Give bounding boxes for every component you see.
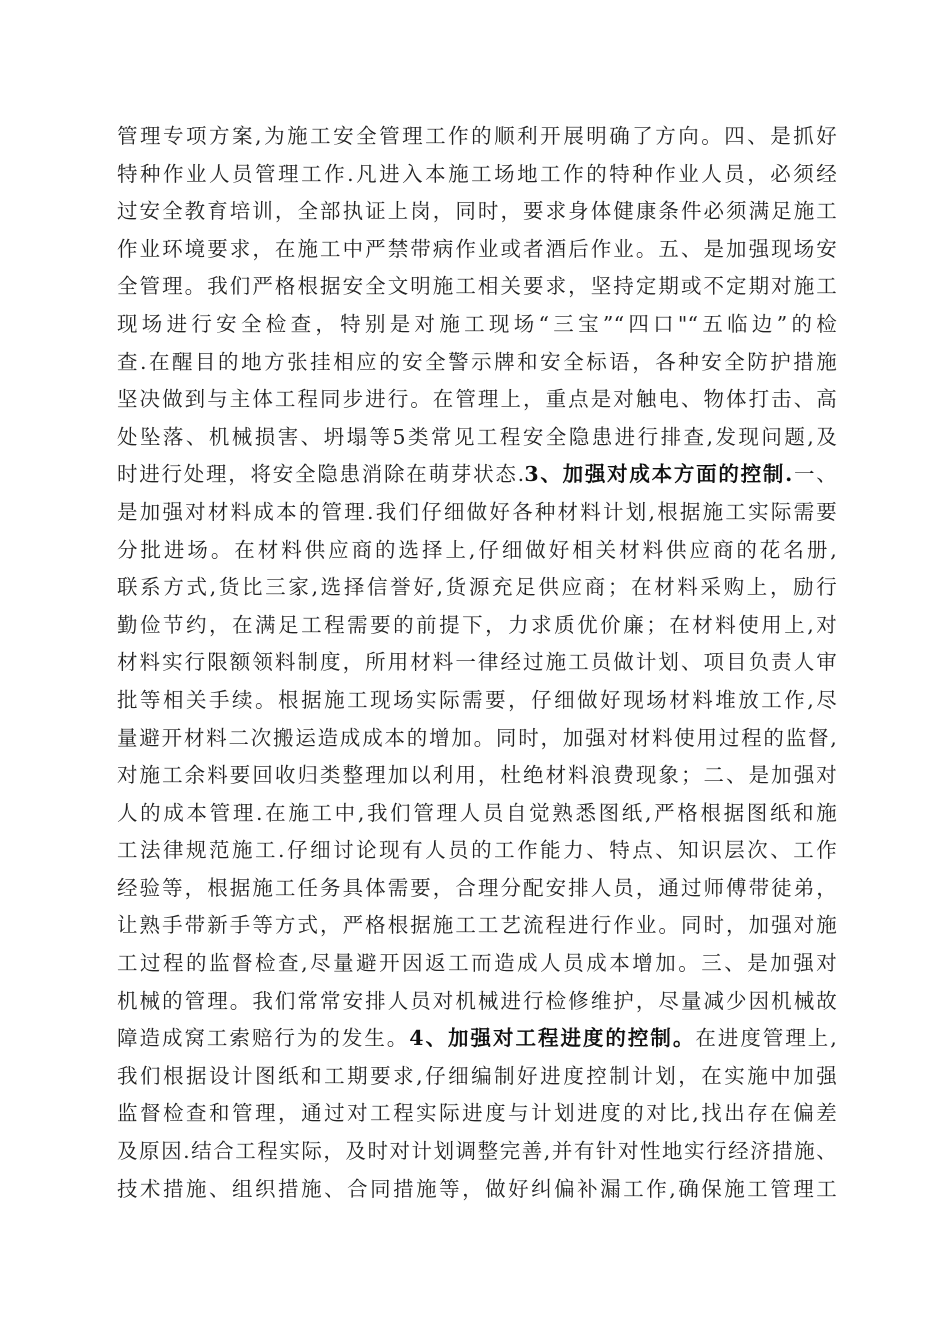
text-line: 管理专项方案,为施工安全管理工作的顺利开展明确了方向。四、是抓好 [117,124,837,148]
text-line: 现场进行安全检查，特别是对施工现场“三宝”“四口"“五临边”的检 [117,311,837,336]
text-line: 及原因.结合工程实际，及时对计划调整完善,并有针对性地实行经济措施、 [117,1139,837,1164]
text-line: 机械的管理。我们常常安排人员对机械进行检修维护，尽量减少因机械故 [117,988,837,1013]
section-heading: 4、加强对工程进度的控制。 [409,1026,696,1051]
text-line: 联系方式,货比三家,选择信誉好,货源充足供应商；在材料采购上，励行 [117,575,837,600]
text-line: 特种作业人员管理工作.凡进入本施工场地工作的特种作业人员，必须经 [117,161,837,186]
text-line: 作业环境要求，在施工中严禁带病作业或者酒后作业。五、是加强现场安 [117,236,837,261]
text-line: 分批进场。在材料供应商的选择上,仔细做好相关材料供应商的花名册, [117,537,837,562]
text-line: 查.在醒目的地方张挂相应的安全警示牌和安全标语，各种安全防护措施 [117,349,837,374]
text-line [117,456,837,494]
text-line: 全管理。我们严格根据安全文明施工相关要求，坚持定期或不定期对施工 [117,274,837,299]
text-line: 量避开材料二次搬运造成成本的增加。同时，加强对材料使用过程的监督, [117,725,837,750]
text-line: 监督检查和管理，通过对工程实际进度与计划进度的对比,找出存在偏差 [117,1101,837,1126]
text-line: 过安全教育培训，全部执证上岗，同时，要求身体健康条件必须满足施工 [117,199,837,224]
text-line: 批等相关手续。根据施工现场实际需要，仔细做好现场材料堆放工作,尽 [117,687,837,712]
text-line: 材料实行限额领料制度，所用材料一律经过施工员做计划、项目负责人审 [117,650,837,675]
text-line: 是加强对材料成本的管理.我们仔细做好各种材料计划,根据施工实际需要 [117,499,837,524]
text-line: 对施工余料要回收归类整理加以利用，杜绝材料浪费现象；二、是加强对 [117,763,837,788]
text-line: 工过程的监督检查,尽量避开因返工而造成人员成本增加。三、是加强对 [117,951,837,976]
text-segment: 时进行处理，将安全隐患消除在萌芽状态. [117,462,525,487]
text-line: 勤俭节约，在满足工程需要的前提下，力求质优价廉；在材料使用上,对 [117,612,837,637]
text-line: 我们根据设计图纸和工期要求,仔细编制好进度控制计划，在实施中加强 [117,1063,837,1088]
text-segment: 障造成窝工索赔行为的发生。 [117,1026,410,1051]
body-text [117,118,837,1208]
text-line: 坚决做到与主体工程同步进行。在管理上，重点是对触电、物体打击、高 [117,387,837,412]
text-line [117,1020,837,1058]
text-line: 处坠落、机械损害、坍塌等5类常见工程安全隐患进行排查,发现问题,及 [117,424,837,449]
text-segment: 一、 [792,462,837,487]
section-heading: 3、加强对成本方面的控制. [524,462,793,487]
text-line: 让熟手带新手等方式，严格根据施工工艺流程进行作业。同时，加强对施 [117,913,837,938]
text-line: 人的成本管理.在施工中,我们管理人员自觉熟悉图纸,严格根据图纸和施 [117,800,837,825]
text-line: 经验等，根据施工任务具体需要，合理分配安排人员，通过师傅带徒弟， [117,875,837,900]
text-line: 技术措施、组织措施、合同措施等，做好纠偏补漏工作,确保施工管理工 [117,1176,837,1201]
text-segment: 在进度管理上, [695,1026,837,1051]
text-line: 工法律规范施工.仔细讨论现有人员的工作能力、特点、知识层次、工作 [117,838,837,863]
